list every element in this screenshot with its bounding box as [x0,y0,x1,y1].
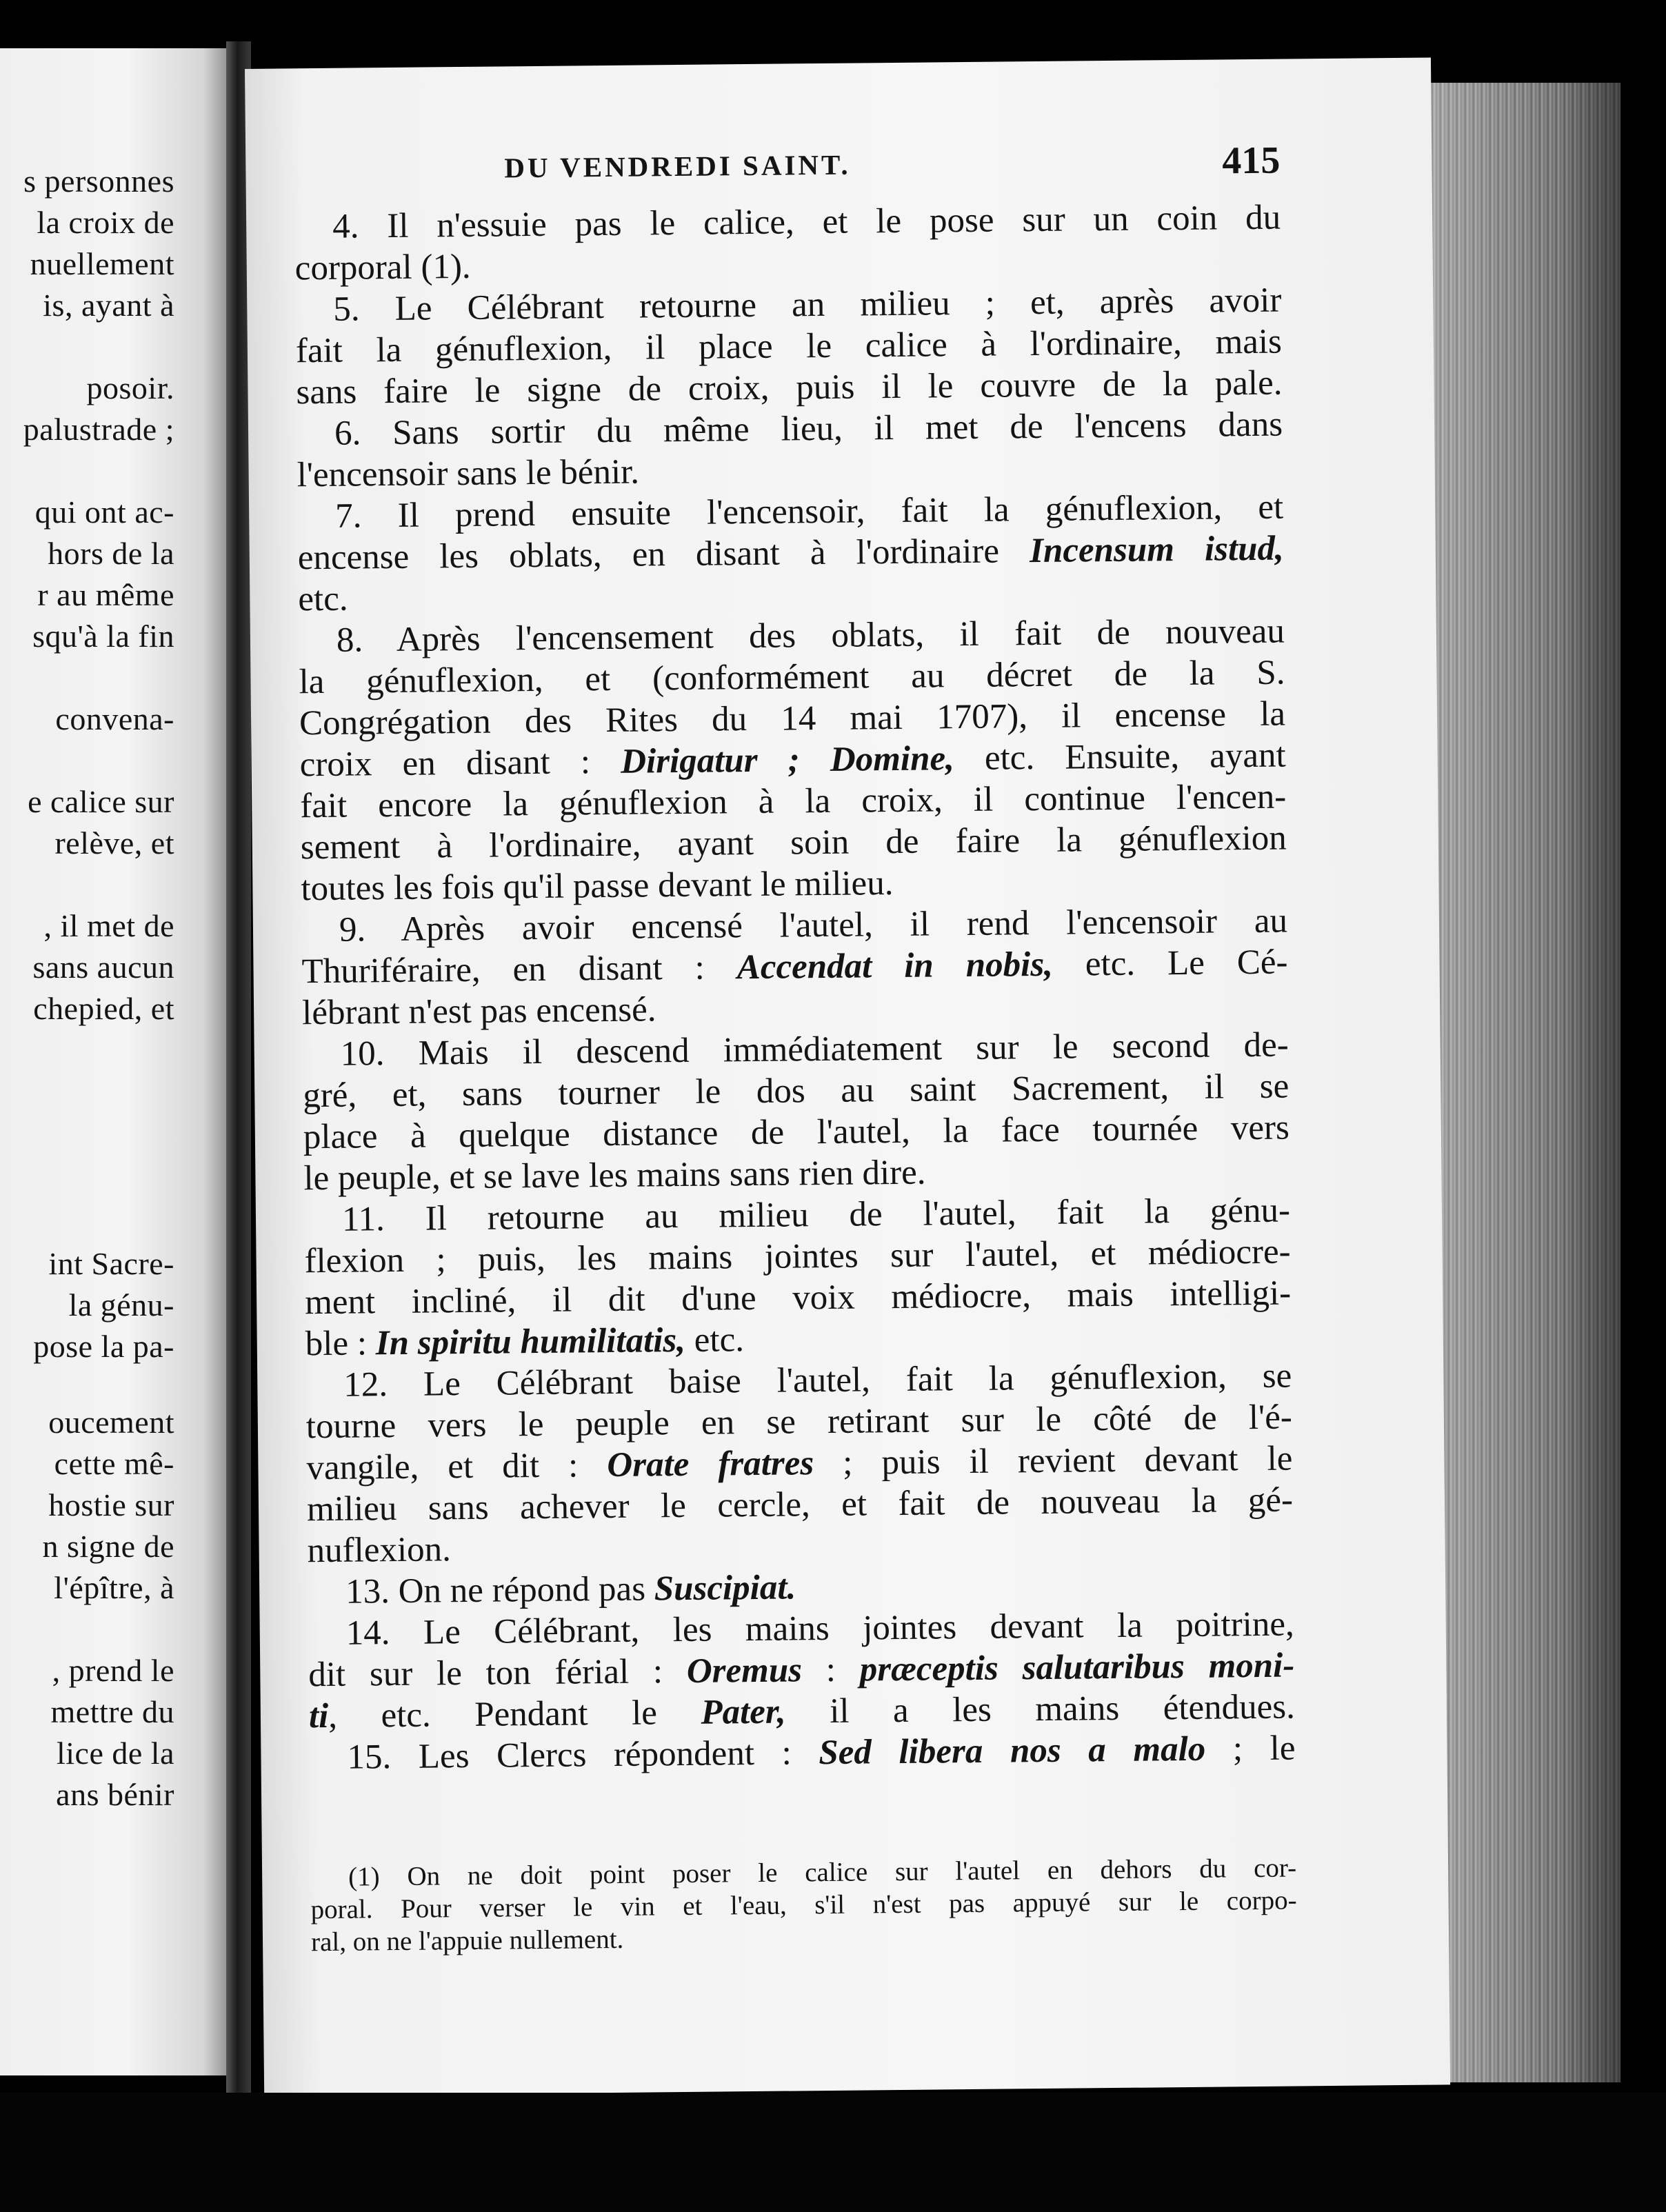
italic-phrase: Orate fratres [607,1444,814,1485]
running-header [294,139,1281,188]
text-line: la génuflexion, et (conformément au décret de la S. [299,653,1285,702]
text-line: 9. Après avoir encensé l'autel, il rend l'encensoir au [339,901,1288,949]
left-page-line: hors de la [48,536,174,571]
italic-phrase: Incensum istud, [1029,529,1285,571]
running-header-title: DU VENDREDI SAINT. [504,148,851,184]
body-text [294,197,1296,1779]
italic-phrase: præceptis salutaribus moni- [859,1646,1295,1689]
left-page-line: lice de la [56,1736,174,1771]
text-line: encense les oblats, en disant à l'ordinaire Incensum istud, [297,529,1285,578]
text-line: 5. Le Célébrant retourne an milieu ; et, après avoir [333,281,1282,329]
text-line: 10. Mais il descend immédiatement sur le second de- [340,1025,1289,1074]
text-line: tourne vers le peuple en se retirant sur le côté de l'é- [305,1398,1293,1447]
text-line: sement à l'ordinaire, ayant soin de faire la génuflexion [300,818,1287,867]
left-facing-page [0,48,231,2075]
text-line: 7. Il prend ensuite l'encensoir, fait la génuflexion, et [334,487,1284,536]
footnote-line: (1) On ne doit point poser le calice sur l'autel en dehors du cor- [348,1853,1297,1892]
text-line: 6. Sans sortir du même lieu, il met de l'encens dans [334,405,1283,453]
left-page-line: cette mê- [54,1446,174,1481]
left-page-line: r au même [37,577,174,612]
left-page-line: relève, et [54,825,174,861]
italic-phrase: Pater, [701,1692,786,1732]
text-line: milieu sans achever le cercle, et fait de nouveau la gé- [306,1480,1294,1529]
text-line: 4. Il n'essuie pas le calice, et le pose sur un coin du [332,198,1281,246]
footnote-line: poral. Pour verser le vin et l'eau, s'il n'est pas appuyé sur le corpo- [310,1885,1297,1925]
text-line: etc. [298,579,348,619]
text-line: 15. Les Clercs répondent : Sed libera nos a malo ; le [347,1729,1296,1777]
left-page-line: qui ont ac- [34,494,174,530]
text-line: 13. On ne répond pas Suscipiat. [345,1568,796,1611]
left-page-line: ans bénir [56,1777,174,1812]
italic-phrase: ti [308,1696,329,1736]
italic-phrase: Dirigatur ; Domine, [620,739,955,781]
left-page-line: l'épître, à [54,1570,174,1605]
left-page-line: , il met de [43,908,174,943]
text-line: 12. Le Célébrant baise l'autel, fait la génuflexion, se [343,1356,1292,1405]
left-page-line: s personnes [23,163,174,199]
left-page-line: chepied, et [33,991,174,1026]
text-line: place à quelque distance de l'autel, la face tournée vers [303,1108,1290,1157]
text-line: toutes les fois qu'il passe devant le milieu. [301,864,894,909]
text-line: le peuple, et se lave les mains sans rien dire. [303,1153,926,1198]
text-line: Congrégation des Rites du 14 mai 1707), il encense la [299,694,1286,743]
scan-border [0,2093,1666,2212]
italic-phrase: Oremus [686,1651,803,1691]
left-page-line: e calice sur [28,784,174,819]
italic-phrase: Suscipiat. [654,1568,796,1609]
text-line: croix en disant : Dirigatur ; Domine, etc. Ensuite, ayant [299,736,1286,785]
text-line: lébrant n'est pas encensé. [301,990,656,1033]
text-line: 11. Il retourne au milieu de l'autel, fait la génu- [341,1191,1291,1239]
footnote [310,1851,1297,1958]
text-line: l'encensoir sans le bénir. [297,452,640,495]
left-page-line: mettre du [50,1694,174,1729]
italic-phrase: Accendat in nobis, [736,945,1054,987]
page-text-block [293,59,1297,1958]
italic-phrase: Sed libera nos a malo [819,1729,1206,1773]
text-line: ti, etc. Pendant le Pater, il a les mains étendues. [308,1687,1296,1736]
left-page-line: int Sacre- [48,1246,174,1281]
left-page-line: , prend le [52,1653,174,1688]
text-line: sans faire le signe de croix, puis il le couvre de la pale. [296,363,1283,412]
text-line: gré, et, sans tourner le dos au saint Sacrement, il se [303,1067,1289,1116]
left-page-line: posoir. [86,370,174,405]
left-page-line: n signe de [42,1529,174,1564]
left-page-line: la croix de [37,205,174,240]
left-page-line: pose la pa- [33,1329,174,1364]
footnote-line: ral, on ne l'appuie nullement. [310,1924,624,1958]
text-line: Thuriféraire, en disant : Accendat in nobis, etc. Le Cé- [301,943,1288,992]
text-line: fait la génuflexion, il place le calice à l'ordinaire, mais [295,322,1283,371]
text-line: 8. Après l'encensement des oblats, il fait de nouveau [336,612,1285,660]
left-page-line: squ'à la fin [32,619,174,654]
italic-phrase: In spiritu humilitatis, [375,1320,686,1363]
left-page-line: palustrade ; [23,412,174,447]
left-page-line: is, ayant à [43,288,174,323]
text-line: dit sur le ton férial : Oremus : præceptis salutaribus moni- [308,1646,1295,1695]
right-page [245,57,1450,2095]
text-line: 14. Le Célébrant, les mains jointes devant la poitrine, [345,1605,1294,1653]
left-page-line: nuellement [30,246,174,281]
text-line: nuflexion. [307,1530,452,1571]
text-line: vangile, et dit : Orate fratres ; puis il revient devant le [306,1439,1293,1488]
text-line: flexion ; puis, les mains jointes sur l'autel, et médiocre- [304,1232,1291,1281]
left-page-line: la génu- [68,1287,174,1323]
page-number: 415 [1222,139,1281,183]
text-line: corporal (1). [294,247,471,288]
text-line: fait encore la génuflexion à la croix, il continue l'encen- [299,777,1287,826]
left-page-line: hostie sur [48,1487,174,1522]
left-page-line: oucement [48,1405,174,1440]
left-page-line: sans aucun [32,949,174,985]
text-line: ble : In spiritu humilitatis, etc. [305,1320,745,1364]
left-page-line: convena- [55,701,174,736]
text-line: ment incliné, il dit d'une voix médiocre, mais intelligi- [304,1274,1292,1323]
